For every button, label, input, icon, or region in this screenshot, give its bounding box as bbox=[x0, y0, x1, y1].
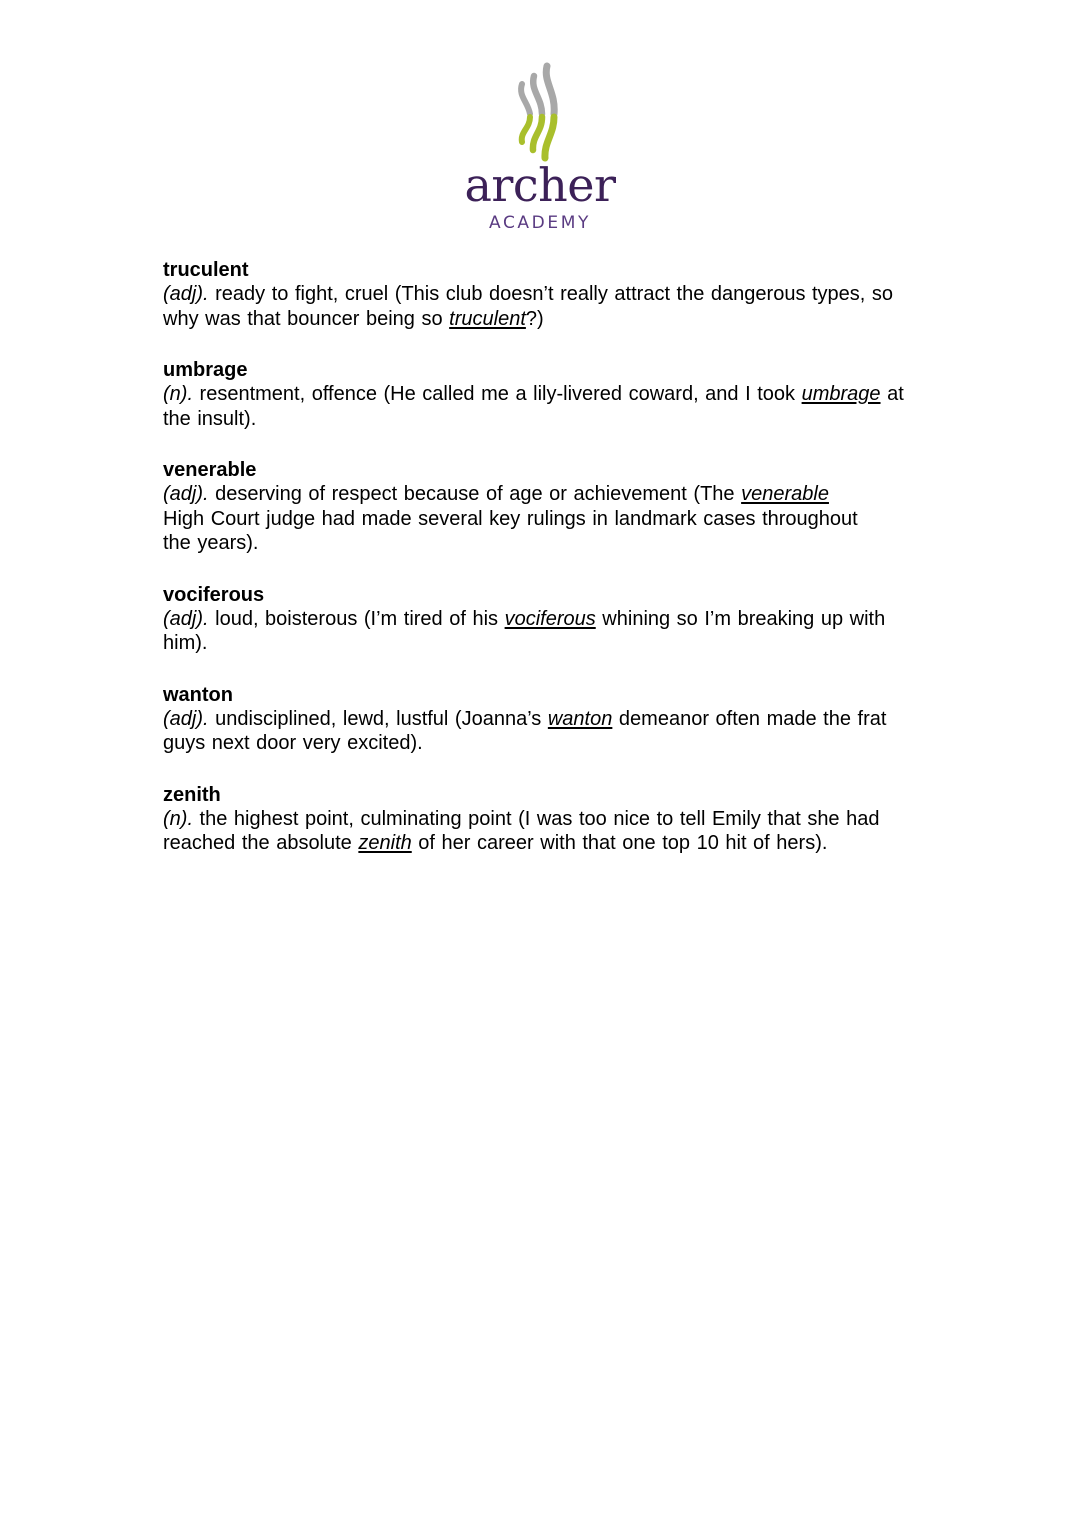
definition-text: the highest point, culminating point (I was too nice to tell Emily that she had reached the absolute bbox=[163, 807, 880, 854]
part-of-speech: (n). bbox=[163, 383, 193, 405]
definition-text: resentment, offence (He called me a lily-livered coward, and I took bbox=[193, 383, 802, 405]
entry-term: vociferous bbox=[163, 583, 265, 606]
definition-tail: High Court judge had made several key rulings in landmark cases throughout the years). bbox=[163, 507, 858, 554]
archer-academy-logo bbox=[440, 60, 640, 240]
entry-term: umbrage bbox=[163, 359, 248, 381]
vocab-entry-vociferous bbox=[163, 583, 923, 656]
vocabulary-list bbox=[163, 258, 923, 883]
example-word: vociferous bbox=[504, 607, 596, 630]
vocab-entry-truculent bbox=[163, 258, 923, 331]
part-of-speech: (n). bbox=[163, 807, 193, 830]
entry-term: truculent bbox=[163, 259, 249, 281]
definition-text: undisciplined, lewd, lustful (Joanna’s bbox=[208, 707, 548, 730]
logo-subtitle: ACADEMY bbox=[489, 213, 591, 233]
example-word: zenith bbox=[358, 832, 412, 854]
vocab-entry-umbrage bbox=[163, 358, 923, 431]
example-word: wanton bbox=[547, 707, 613, 730]
definition-tail: ?) bbox=[525, 307, 544, 330]
vocab-entry-venerable bbox=[163, 458, 923, 556]
vocab-entry-zenith bbox=[163, 783, 923, 856]
definition-tail: at the insult). bbox=[163, 383, 904, 430]
part-of-speech: (adj). bbox=[163, 283, 209, 305]
entry-definition bbox=[163, 382, 923, 431]
entry-term: wanton bbox=[163, 683, 233, 706]
entry-term: venerable bbox=[163, 459, 257, 481]
definition-text: ready to fight, cruel (This club doesn’t really attract the dangerous types, so why was that bouncer being so bbox=[163, 283, 894, 330]
entry-definition bbox=[163, 282, 923, 331]
part-of-speech: (adj). bbox=[163, 607, 209, 630]
definition-tail: whining so I’m breaking up with him). bbox=[163, 607, 886, 654]
definition-tail: of her career with that one top 10 hit of hers). bbox=[411, 832, 828, 854]
example-word: venerable bbox=[741, 483, 829, 505]
entry-term: zenith bbox=[163, 783, 221, 806]
example-word: umbrage bbox=[801, 383, 881, 405]
part-of-speech: (adj). bbox=[163, 707, 209, 730]
definition-text: loud, boisterous (I’m tired of his bbox=[208, 607, 505, 630]
logo-wordmark: archer bbox=[464, 158, 616, 212]
entry-definition bbox=[163, 607, 913, 656]
entry-definition bbox=[163, 707, 915, 756]
part-of-speech: (adj). bbox=[163, 483, 209, 505]
vocab-entry-wanton bbox=[163, 683, 923, 756]
definition-text: deserving of respect because of age or achievement (The bbox=[208, 483, 742, 505]
definition-tail: demeanor often made the frat guys next door very excited). bbox=[163, 707, 887, 754]
entry-definition bbox=[163, 807, 903, 856]
flame-swirl-icon bbox=[512, 62, 572, 162]
entry-definition bbox=[163, 482, 863, 556]
example-word: truculent bbox=[449, 307, 526, 330]
